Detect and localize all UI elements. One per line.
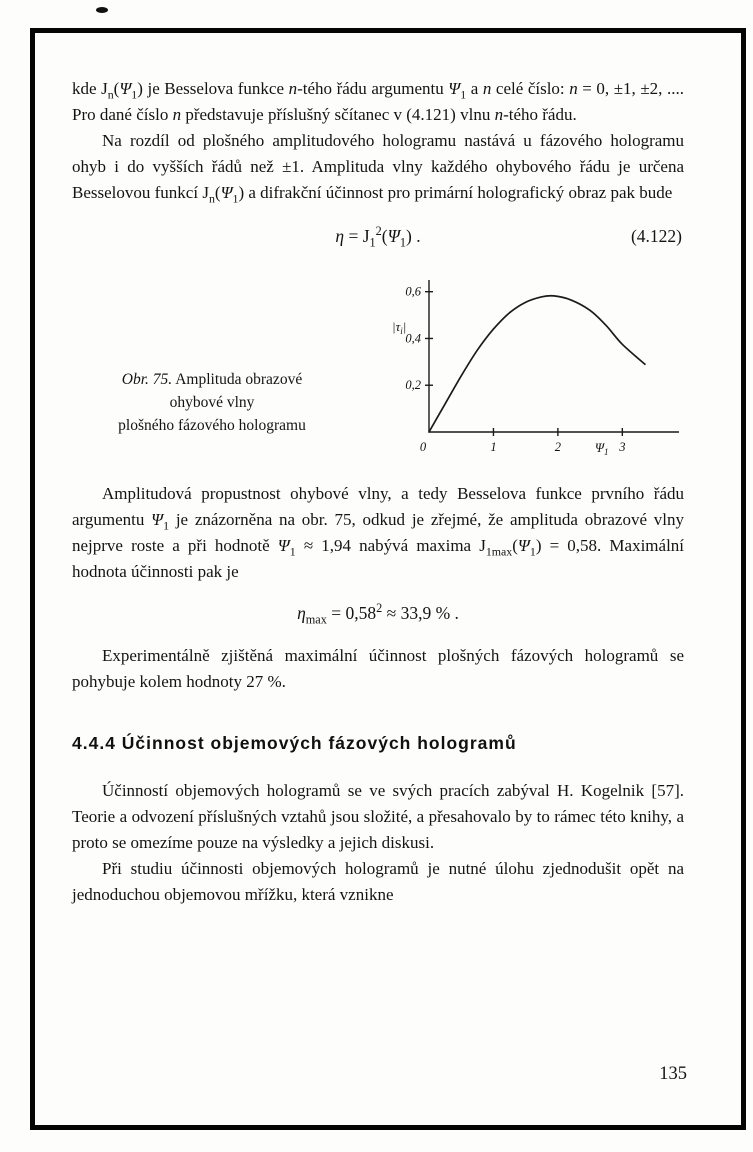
figure-75-caption bbox=[78, 368, 346, 437]
svg-text:Ψ1: $\Psi_1$ bbox=[594, 440, 609, 457]
svg-text:0,2: 0,2 bbox=[405, 378, 421, 393]
svg-text:2: 2 bbox=[554, 440, 562, 454]
svg-text:|τi|: $|\tau_i|$ bbox=[392, 318, 407, 336]
figure-caption-line2: ohybové vlny bbox=[169, 394, 255, 411]
svg-text:0,4: 0,4 bbox=[405, 331, 421, 346]
equation-eta-max-body: $\eta_{max} = 0,58^2 \approx 33,9$ % . bbox=[297, 601, 459, 627]
paragraph-amplitude-transmittance: Amplitudová propustnost ohybové vlny, a tedy Besselova funkce prvního řádu argumentu $\Psi_1$ je znázorněna na obr. 75, odkud je zřejmé, že amplituda obrazové vlny nejprve roste a při hodnotě $\Psi_1 \approx 1,94$ nabývá maxima $J_{1max}(\Psi_1) = 0,58$. Maximální hodnota účinnosti pak je bbox=[72, 484, 685, 581]
equation-4-122 bbox=[72, 222, 684, 250]
scan-artifact bbox=[96, 7, 108, 13]
page-content bbox=[72, 76, 684, 908]
page-number: 135 bbox=[659, 1064, 687, 1084]
svg-text:0,6: 0,6 bbox=[405, 284, 421, 299]
figure-caption-text: Amplituda obrazové bbox=[175, 371, 303, 388]
svg-text:3: 3 bbox=[619, 440, 626, 454]
paragraph-experimental: Experimentálně zjištěná maximální účinnost plošných fázových hologramů se pohybuje kolem hodnoty 27 %. bbox=[72, 646, 684, 691]
section-heading-4-4-4: 4.4.4 Účinnost objemových fázových hologramů bbox=[72, 733, 517, 753]
equation-4-122-number: (4.122) bbox=[630, 226, 682, 246]
svg-text:0: 0 bbox=[419, 440, 427, 454]
equation-eta-max bbox=[72, 599, 684, 627]
figure-caption-line3: plošného fázového hologramu bbox=[118, 417, 306, 434]
figure-label: Obr. 75. bbox=[121, 371, 173, 388]
paragraph-phase-hologram: Na rozdíl od plošného amplitudového hologramu nastává u fázového hologramu ohyb i do vyšších řádů než ±1. Amplituda vlny každého ohybového řádu je určena Besselovou funkcí $J_n(\Psi_1)$ a difrakční účinnost pro primární holografický obraz pak bude bbox=[72, 131, 684, 206]
paragraph-bessel-intro: kde $J_n(\Psi_1)$ je Besselova funkce n-tého řádu argumentu $\Psi_1$ a n celé číslo: n = 0, ±1, ±2, .... Pro dané číslo n představuje příslušný sčítanec v (4.121) vlnu n-tého řádu. bbox=[72, 79, 684, 124]
paragraph-kogelnik: Účinností objemových hologramů se ve svých pracích zabýval H. Kogelnik [57]. Teorie a odvození příslušných vztahů jsou složité, a přesahovalo by to rámec této knihy, a proto se omezíme pouze na výsledky a jejich diskusi. bbox=[72, 781, 684, 852]
figure-chart bbox=[384, 266, 684, 471]
svg-text:1: 1 bbox=[490, 440, 497, 454]
paragraph-volume-grating: Při studiu účinnosti objemových hologramů je nutné úlohu zjednodušit opět na jednoduchou objemovou mřížku, která vznikne bbox=[72, 859, 684, 904]
equation-4-122-body: $\eta = J_1^2(\Psi_1)$ . bbox=[335, 224, 421, 250]
figure-75 bbox=[72, 266, 684, 471]
figure-caption-line1 bbox=[78, 368, 346, 391]
